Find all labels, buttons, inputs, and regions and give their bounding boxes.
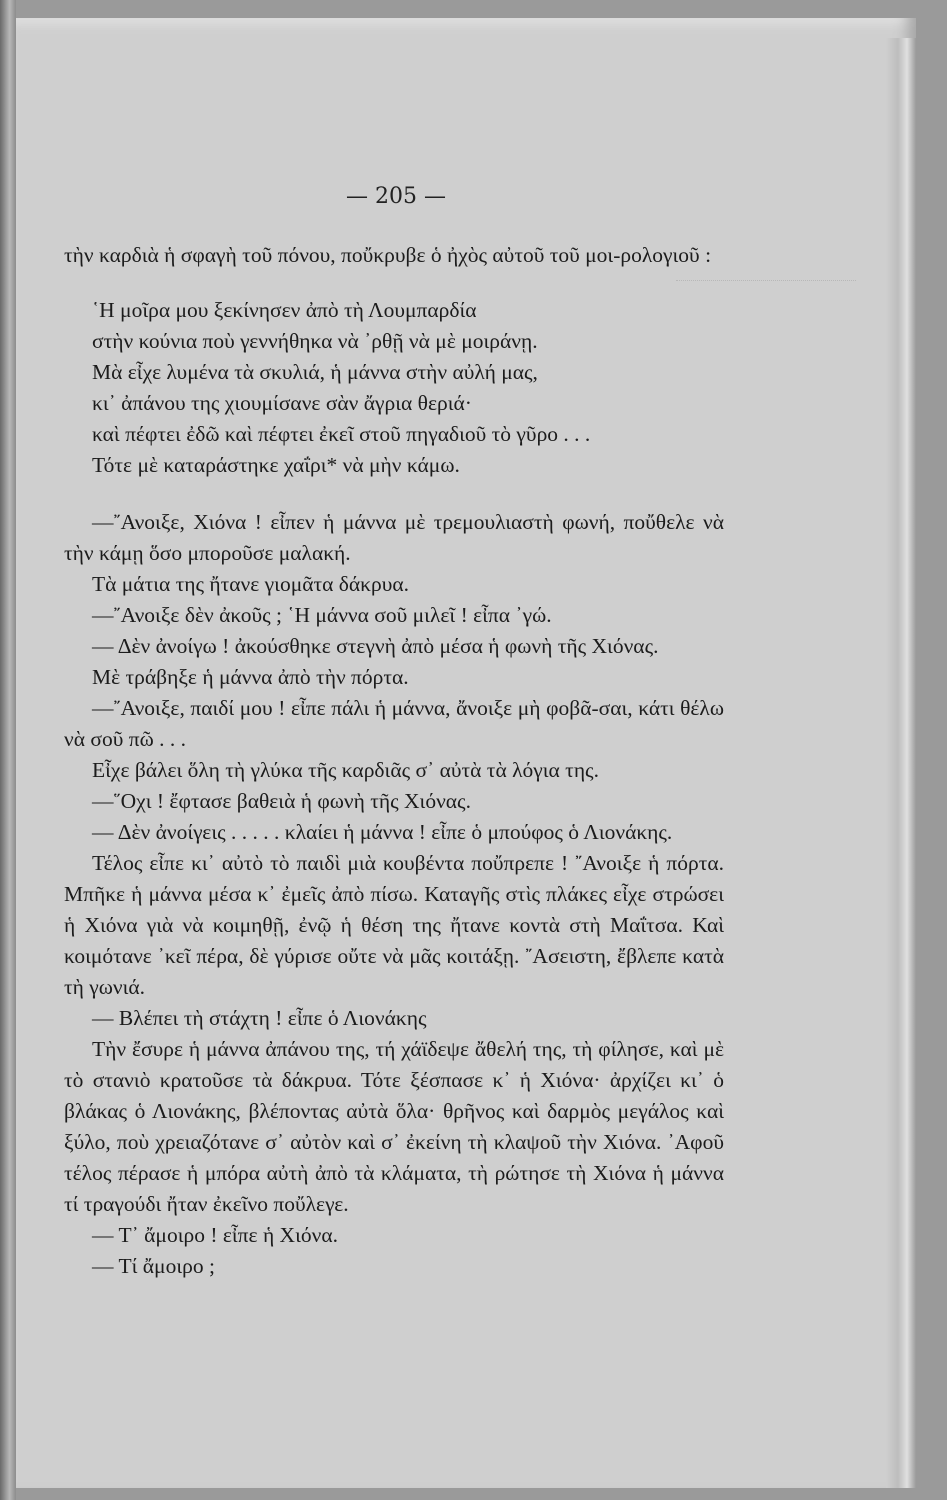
book-page xyxy=(16,18,916,1488)
poem-line: Μὰ εἶχε λυμένα τὰ σκυλιά, ἡ μάννα στὴν αὐλή μας, xyxy=(92,360,538,384)
paragraph: —῞Οχι ! ἔφτασε βαθειὰ ἡ φωνὴ τῆς Χιόνας. xyxy=(92,789,471,813)
scan-left-margin xyxy=(0,0,16,1500)
page-number: — 205 — xyxy=(346,184,446,209)
paragraph: —῎Ανοιξε, παιδί μου ! εἶπε πάλι ἡ μάννα, ἄνοιξε μὴ φοβᾶ-σαι, κάτι θέλω νὰ σοῦ πῶ . . . xyxy=(64,696,724,751)
paragraph: Τέλος εἶπε κι᾽ αὐτὸ τὸ παιδὶ μιὰ κουβέντα ποὔπρεπε ! ῎Ανοιξε ἡ πόρτα. Μπῆκε ἡ μάννα μέσα κ᾽ ἐμεῖς ἀπὸ πίσω. Καταγῆς στὶς πλάκες εἶχε στρώσει ἡ Χιόνα γιὰ νὰ κοιμηθῇ, ἐνῷ ἡ θέση της ἤτανε κοντὰ στὴ Μαΐτσα. Καὶ κοιμότανε ᾽κεῖ πέρα, δὲ γύρισε οὔτε νὰ μᾶς κοιτάξῃ. ῎Ασειστη, ἔβλεπε κατὰ τὴ γωνιά. xyxy=(64,851,724,999)
paragraph: — Τί ἄμοιρο ; xyxy=(92,1254,215,1278)
poem-line: ῾Η μοῖρα μου ξεκίνησεν ἀπὸ τὴ Λουμπαρδία xyxy=(92,298,477,322)
paragraph: — Δὲν ἀνοίγεις . . . . . κλαίει ἡ μάννα ! εἶπε ὁ μπούφος ὁ Λιονάκης. xyxy=(92,820,673,844)
poem-line: καὶ πέφτει ἐδῶ καὶ πέφτει ἐκεῖ στοῦ πηγαδιοῦ τὸ γῦρο . . . xyxy=(92,422,591,446)
poem-line: κι᾽ ἀπάνου της χιουμίσανε σὰν ἄγρια θεριά· xyxy=(92,391,472,415)
paragraph: Μὲ τράβηξε ἡ μάννα ἀπὸ τὴν πόρτα. xyxy=(92,665,409,689)
paragraph: —῎Ανοιξε, Χιόνα ! εἶπεν ἡ μάννα μὲ τρεμουλιαστὴ φωνή, ποὔθελε νὰ τὴν κάμῃ ὅσο μποροῦσε μαλακή. xyxy=(64,510,724,565)
lament-poem xyxy=(64,295,724,481)
poem-line: Τότε μὲ καταράστηκε χαΐρι* νὰ μὴν κάμω. xyxy=(92,453,460,477)
paragraph: Εἶχε βάλει ὅλη τὴ γλύκα τῆς καρδιᾶς σ᾽ αὐτὰ τὰ λόγια της. xyxy=(92,758,599,782)
paragraph: — Τ᾽ ἄμοιρο ! εἶπε ἡ Χιόνα. xyxy=(92,1223,338,1247)
paragraph: Τὴν ἔσυρε ἡ μάννα ἀπάνου της, τή χάϊδεψε ἄθελή της, τὴ φίλησε, καὶ μὲ τὸ στανιὸ κρατοῦσε τὰ δάκρυα. Τότε ξέσπασε κ᾽ ἡ Χιόνα· ἀρχίζει κι᾽ ὁ βλάκας ὁ Λιονάκης, βλέποντας αὐτὰ ὅλα· θρῆνος καὶ δαρμὸς μεγάλος καὶ ξύλο, ποὺ χρειαζότανε σ᾽ αὐτὸν καὶ σ᾽ ἐκείνη τὴ κλαψοῦ τὴν Χιόνα. ᾽Αφοῦ τέλος πέρασε ἡ μπόρα αὐτὴ ἀπὸ τὰ κλάματα, τὴ ρώτησε τὴ Χιόνα ἡ μάννα τί τραγούδι ἤταν ἐκεῖνο ποὔλεγε. xyxy=(64,1037,724,1216)
opening-paragraph: τὴν καρδιὰ ἡ σφαγὴ τοῦ πόνου, ποὔκρυβε ὁ ἠχὸς αὐτοῦ τοῦ μοι-ρολογιοῦ : xyxy=(64,243,712,267)
paragraph: — Βλέπει τὴ στάχτη ! εἶπε ὁ Λιονάκης xyxy=(92,1006,427,1030)
poem-line: στὴν κούνια ποὺ γεννήθηκα νὰ ᾽ρθῇ νὰ μὲ μοιράνῃ. xyxy=(92,329,538,353)
paragraph: Τὰ μάτια της ἤτανε γιομᾶτα δάκρυα. xyxy=(92,572,410,596)
page-text xyxy=(64,240,724,1282)
paragraph: — Δὲν ἀνοίγω ! ἀκούσθηκε στεγνὴ ἀπὸ μέσα ἡ φωνὴ τῆς Χιόνας. xyxy=(92,634,659,658)
page-edge-shadow xyxy=(886,38,916,1488)
paragraph: —῎Ανοιξε δὲν ἀκοῦς ; ῾Η μάννα σοῦ μιλεῖ ! εἶπα ᾽γώ. xyxy=(92,603,552,627)
